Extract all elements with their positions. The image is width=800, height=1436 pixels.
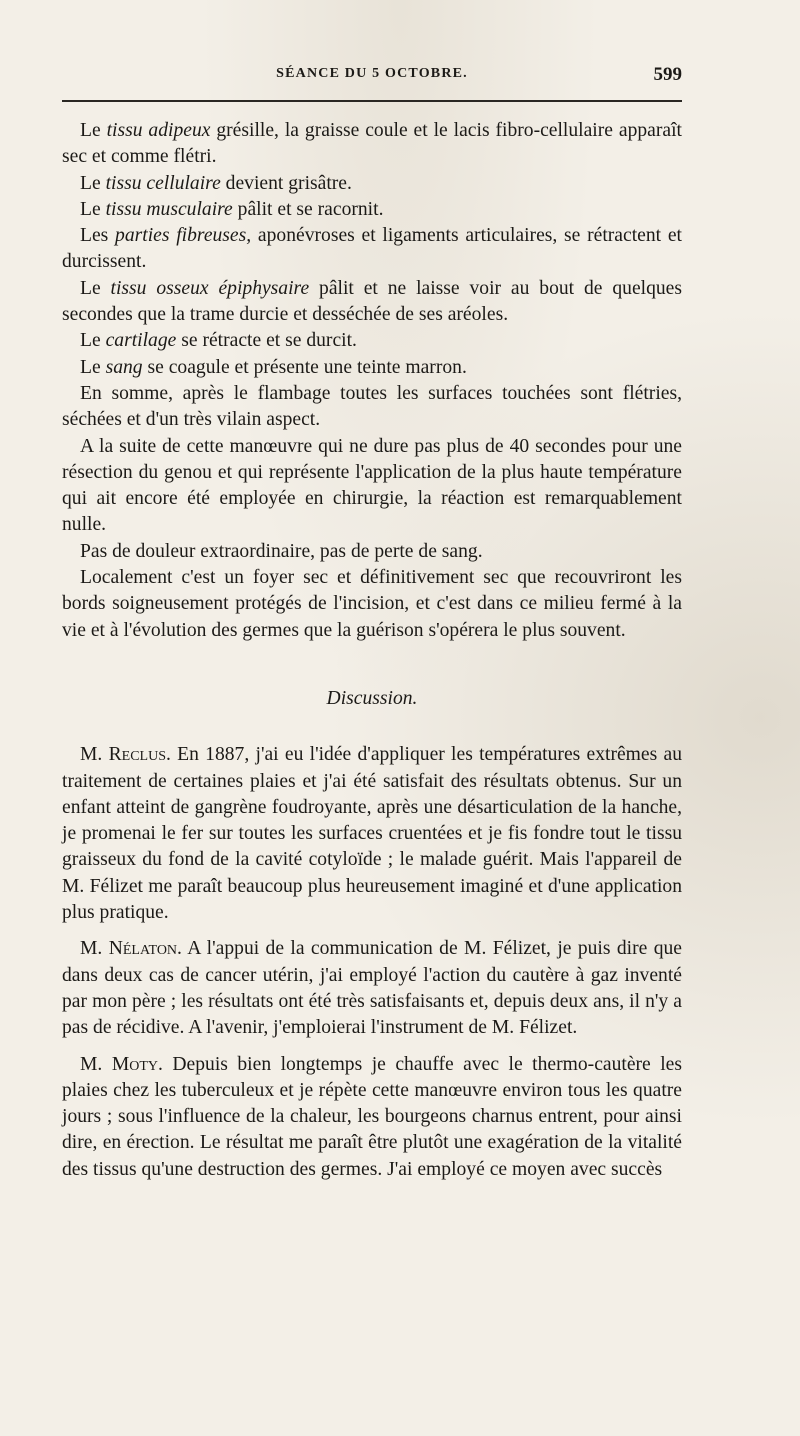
paragraph-localement: Localement c'est un foyer sec et définitivement sec que recouvriront les bords soigneusement protégés de l'incision, et c'est dans ce milieu fermé à la vie et à l'évolution des germes que la guérison s'opérera le plus souvent. [62,567,682,641]
speaker-title: M. [80,744,109,766]
speaker-title: M. [80,1053,112,1075]
italic-term: cartilage [105,330,177,352]
paragraph-sang [62,355,682,381]
italic-term: tissu cellulaire [105,172,221,194]
speech-nelaton [62,936,682,1041]
paragraph-parties-fibreuses [62,223,682,276]
speaker-name: Moty [111,1053,159,1075]
paragraph-tissu-adipeux [62,118,682,171]
paragraph-cartilage [62,328,682,354]
speech-text: . A l'appui de la communication de M. Félizet, je puis dire que dans deux cas de cancer utérin, j'ai employé l'action du cautère à gaz inventé par mon père ; les résultats ont été très satisfaisants et, depuis deux ans, il n'y a pas de récidive. A l'avenir, j'emploierai l'instrument de M. Félizet. [62,938,682,1039]
section-heading-discussion: Discussion. [326,687,418,709]
paragraph-text: Le [80,172,106,194]
paragraph-tissu-cellulaire [62,171,682,197]
italic-term: parties fibreuses, [115,225,252,247]
header-rule [62,100,682,102]
paragraph-text: Le [80,198,106,220]
italic-term: tissu musculaire [105,198,233,220]
paragraph-text: se rétracte et se durcit. [176,330,357,352]
italic-term: tissu osseux épiphysaire [110,277,310,299]
page-header [62,64,682,94]
page-number: 599 [653,64,682,85]
speech-text: . Depuis bien longtemps je chauffe avec le thermo-cautère les plaies chez les tuberculeux et je répète cette manœuvre environ tous les quatre jours ; sous l'influence de la chaleur, les bourgeons charnus entrent, pour ainsi dire, en érection. Le résultat me paraît être plutôt une exagération de la vitalité des tissus qu'une destruction des germes. J'ai employé ce moyen avec succès [62,1053,682,1180]
paragraph-text: Le [80,330,106,352]
paragraph-a-la-suite: A la suite de cette manœuvre qui ne dure pas plus de 40 secondes pour une résection du genou et qui représente l'application de la plus haute température qui ait encore été employée en chirurgie, la réaction est remarquablement nulle. [62,435,682,536]
italic-term: sang [105,356,143,378]
speaker-title: M. [80,938,109,960]
speech-moty [62,1052,682,1183]
paragraph-pas-de-douleur: Pas de douleur extraordinaire, pas de perte de sang. [80,540,483,562]
paragraph-text: Le [80,120,107,141]
paragraph-text: Le [80,277,111,299]
body-text [62,118,682,1193]
paragraph-en-somme: En somme, après le flambage toutes les surfaces touchées sont flétries, séchées et d'un très vilain aspect. [62,382,682,431]
paragraph-text: se coagule et présente une teinte marron. [142,356,467,378]
speech-reclus [62,742,682,926]
paragraph-text: Le [80,356,106,378]
paragraph-tissu-osseux [62,276,682,329]
paragraph-text: grésille, la graisse coule et le lacis fibro-cellulaire apparaît sec et comme flétri. [62,120,682,168]
paragraph-text: aponévroses et ligaments articulaires, se rétractent et durcissent. [62,225,682,273]
speaker-name: Reclus [108,744,166,766]
speech-text: . En 1887, j'ai eu l'idée d'appliquer les températures extrêmes au traitement de certaines plaies et j'ai été satisfait des résultats obtenus. Sur un enfant atteint de gangrène foudroyante, après une désarticulation de la hanche, je promenai le fer sur toutes les surfaces cruentées et je fis fondre tout le tissu graisseux du fond de la cavité cotyloïde ; le malade guérit. Mais l'appareil de M. Félizet me paraît beaucoup plus heureusement imaginé et d'une application plus pratique. [62,744,682,924]
paragraph-text: devient grisâtre. [220,172,352,194]
running-head: SÉANCE DU 5 OCTOBRE. [276,66,468,81]
paragraph-text: Les [80,225,116,247]
paragraph-tissu-musculaire [62,197,682,223]
speaker-name: Nélaton [108,938,178,960]
italic-term: tissu adipeux [106,120,211,141]
paragraph-text: pâlit et ne laisse voir au bout de quelques secondes que la trame durcie et desséchée de ses aréoles. [62,277,682,326]
paragraph-text: pâlit et se racornit. [232,198,384,220]
